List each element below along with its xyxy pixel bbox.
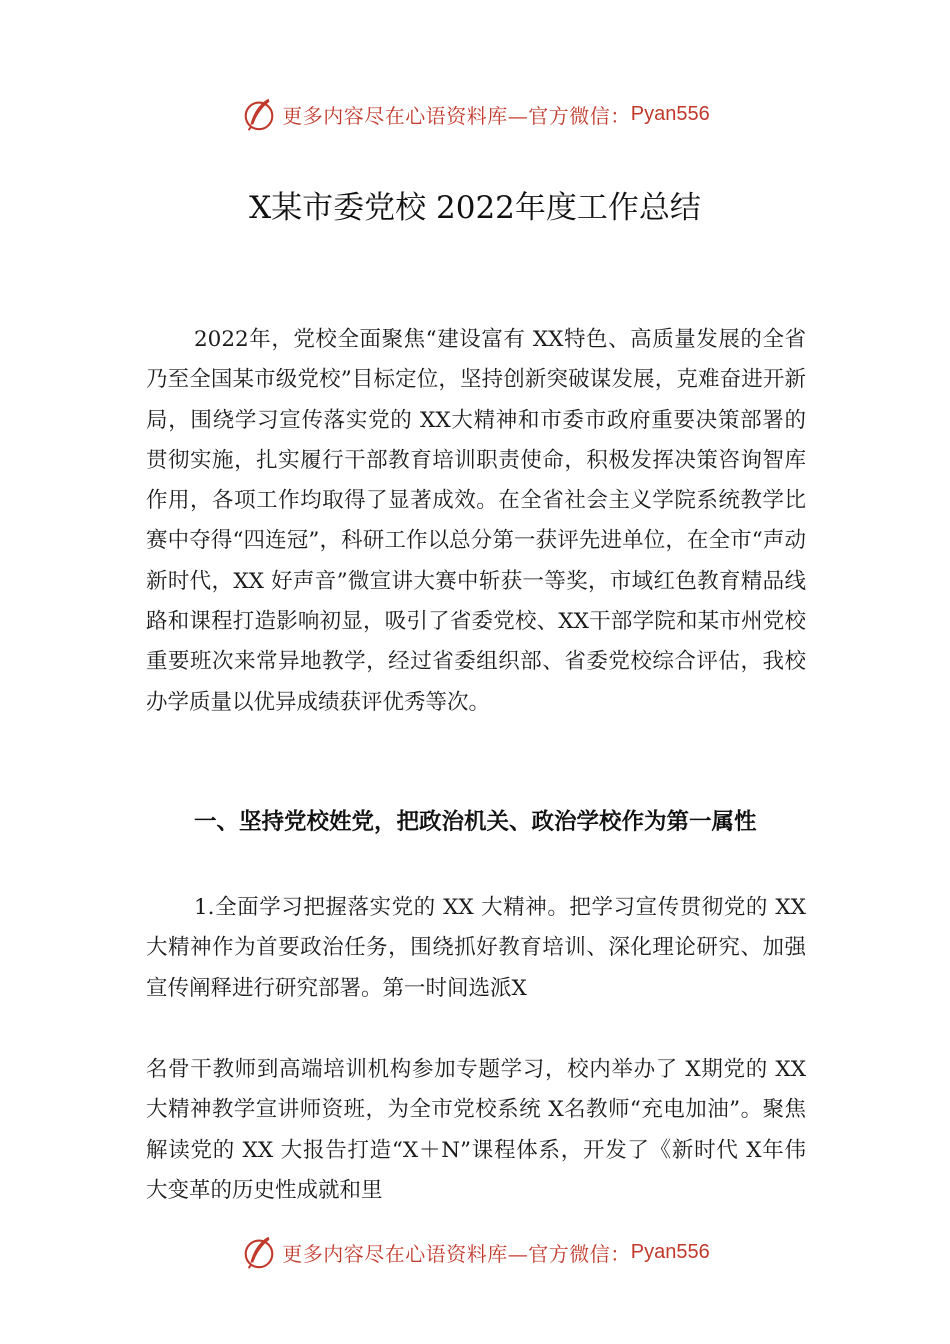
header-watermark-banner bbox=[0, 92, 950, 136]
banner-text: 更多内容尽在心语资料库—官方微信： bbox=[282, 103, 631, 128]
banner-contact: Pyan556 bbox=[630, 1240, 710, 1263]
body-paragraph: 2022年，党校全面聚焦“建设富有 XX特色、高质量发展的全省乃至全国某市级党校”目标定位，坚持创新突破谋发展，克难奋进开新局，围绕学习宣传落实党的 XX大精神和市委市政府重要决策部署的贯彻实施，扎实履行干部教育培训职责使命，积极发挥决策咨询智库作用，各项工作均取得了显著成效。在全省社会主义学院系统教学比赛中夺得“四连冠”，科研工作以总分第一获评先进单位，在全市“声动新时代，XX 好声音”微宣讲大赛中斩获一等奖，市域红色教育精品线路和课程打造影响初显，吸引了省委党校、XX干部学院和某市州党校重要班次来常异地教学，经过省委组织部、省委党校综合评估，我校办学质量以优异成绩获评优秀等次。 bbox=[146, 327, 806, 715]
banner-contact: Pyan556 bbox=[630, 102, 710, 125]
feather-pen-logo-icon bbox=[240, 1233, 278, 1271]
feather-pen-logo-icon bbox=[240, 95, 278, 133]
banner-text: 更多内容尽在心语资料库—官方微信： bbox=[282, 1241, 631, 1266]
body-paragraph: 名骨干教师到高端培训机构参加专题学习，校内举办了 X期党的 XX大精神教学宣讲师资班，为全市党校系统 X名教师“充电加油”。聚焦解读党的 XX 大报告打造“X＋N”课程体系，开发了《新时代 X年伟大变革的历史性成就和里 bbox=[146, 1057, 806, 1203]
section-heading: 一、坚持党校姓党，把政治机关、政治学校作为第一属性 bbox=[194, 809, 757, 835]
footer-watermark-banner bbox=[0, 1230, 950, 1274]
document-title: X某市委党校 2022年度工作总结 bbox=[249, 190, 701, 226]
body-paragraph: 1.全面学习把握落实党的 XX 大精神。把学习宣传贯彻党的 XX大精神作为首要政治任务，围绕抓好教育培训、深化理论研究、加强宣传阐释进行研究部署。第一时间选派X bbox=[146, 895, 806, 1001]
